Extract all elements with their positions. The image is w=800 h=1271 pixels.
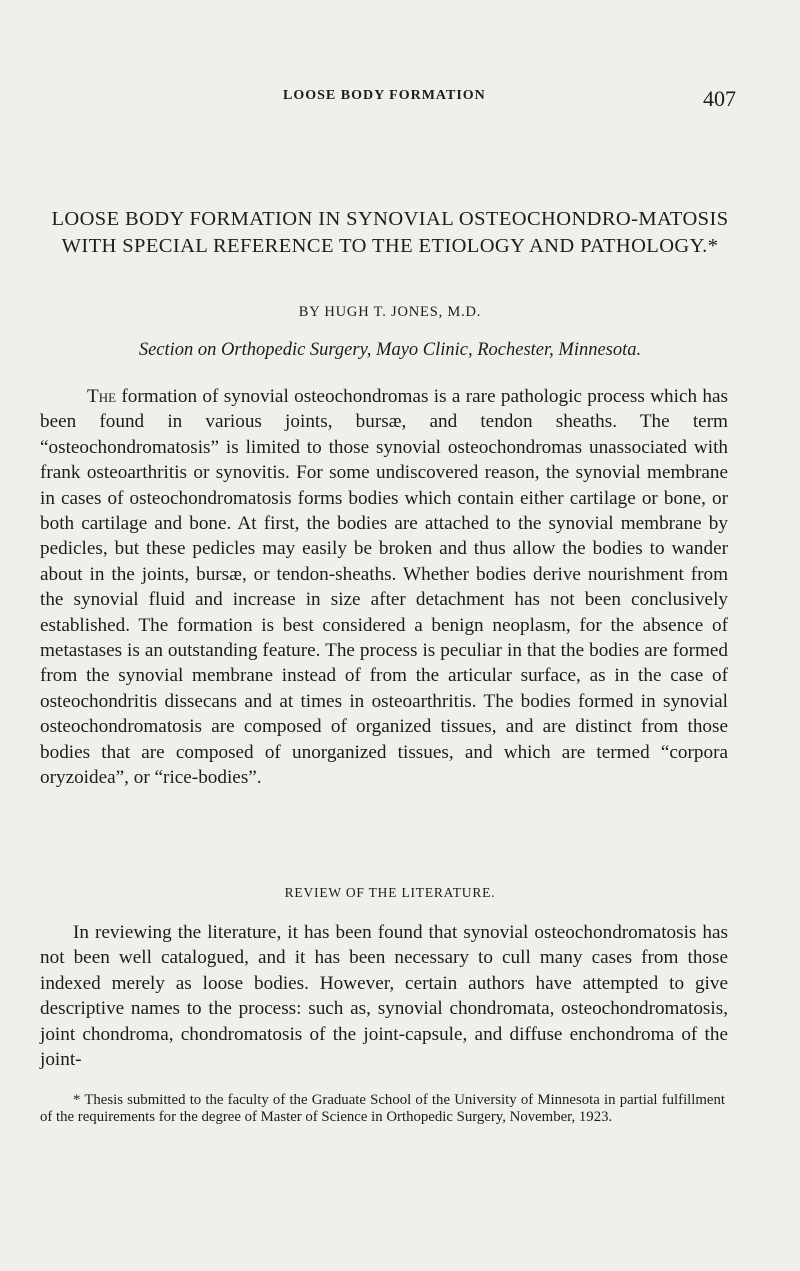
- author-affiliation: Section on Orthopedic Surgery, Mayo Clinic, Rochester, Minnesota.: [138, 340, 642, 360]
- footnote: [40, 1092, 725, 1126]
- section-heading: REVIEW OF THE LITERATURE.: [284, 885, 496, 900]
- article-title: LOOSE BODY FORMATION IN SYNOVIAL OSTEOCHONDRO-MATOSIS WITH SPECIAL REFERENCE TO THE ETIOLOGY AND PATHOLOGY.*: [51, 208, 729, 257]
- author-byline: BY HUGH T. JONES, M.D.: [298, 304, 482, 320]
- running-head: LOOSE BODY FORMATION: [283, 88, 486, 103]
- footnote-mark: *: [73, 1092, 81, 1108]
- page-number: 407: [703, 86, 736, 111]
- intro-text: formation of synovial osteochondromas is a rare pathologic process which has been found in various joints, bursæ, and tendon sheaths. The term “osteochondromatosis” is limited to those synovial osteochondromas unassociated with frank osteoarthritis or synovitis. For some undiscovered reason, the synovial membrane in cases of osteochondromatosis forms bodies which contain either cartilage or bone, or both cartilage and bone. At first, the bodies are attached to the synovial membrane by pedicles, but these pedicles may easily be broken and thus allow the bodies to wander about in the joints, bursæ, or tendon-sheaths. Whether bodies derive nourishment from the synovial fluid and increase in size after detachment has not been conclusively established. The formation is best considered a benign neoplasm, for the absence of metastases is an outstanding feature. The process is peculiar in that the bodies are formed from the synovial membrane instead of from the articular surface, as in the case of osteochondritis dissecans and at times in osteoarthritis. The bodies formed in synovial osteochondromatosis are composed of organized tissues, and are distinct from those bodies that are composed of unorganized tissues, and which are termed “corpora oryzoidea”, or “rice-bodies”.: [40, 386, 728, 789]
- intro-first-word: The: [87, 386, 117, 407]
- review-paragraph: In reviewing the literature, it has been found that synovial osteochondromatosis has not been well catalogued, and it has been necessary to cull many cases from those indexed merely as loose bodies. However, certain authors have attempted to give descriptive names to the process: such as, synovial chondromata, osteochondromatosis, joint chondroma, chondromatosis of the joint-capsule, and diffuse enchondroma of the joint-: [40, 922, 728, 1071]
- intro-paragraph: [40, 384, 728, 791]
- footnote-text: Thesis submitted to the faculty of the Graduate School of the University of Minnesota in partial fulfillment of the requirements for the degree of Master of Science in Orthopedic Surgery, November, 1923.: [40, 1092, 725, 1125]
